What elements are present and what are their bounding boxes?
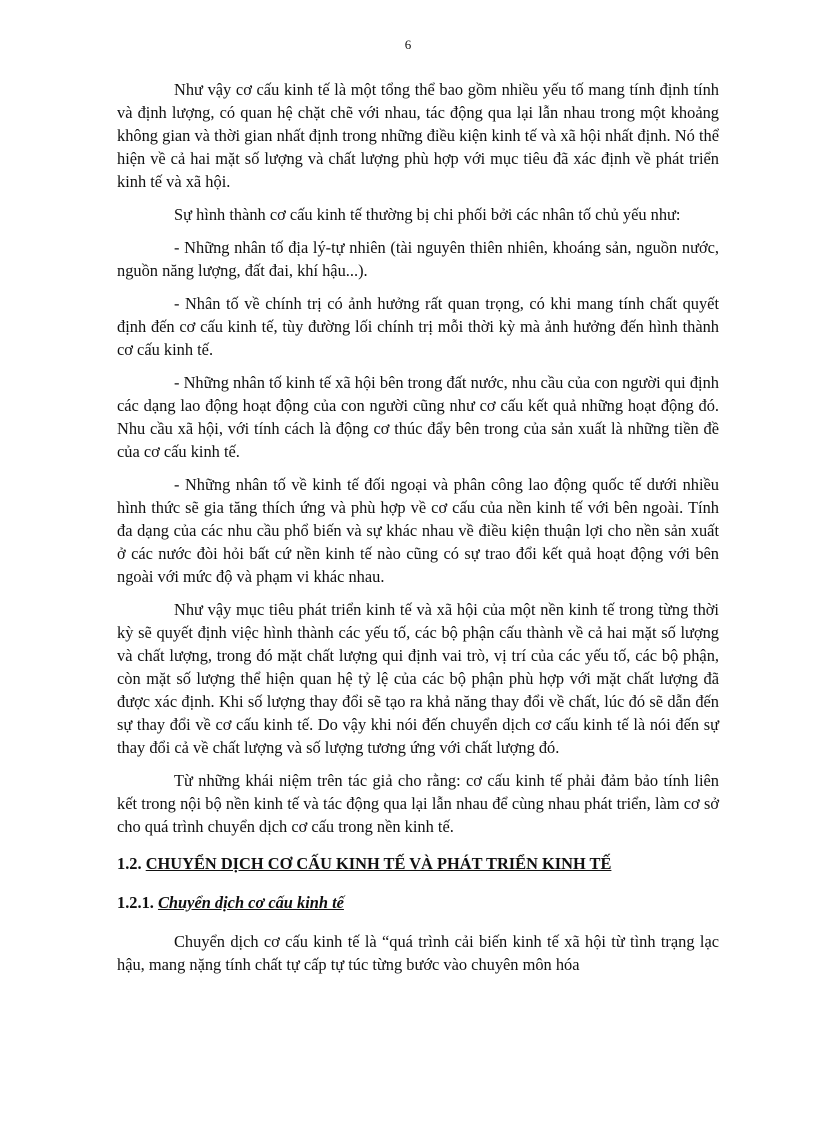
paragraph-formation-factors-intro: Sự hình thành cơ cấu kinh tế thường bị chi phối bởi các nhân tố chủ yếu như: xyxy=(174,205,681,224)
paragraph-political-factors: - Nhân tố về chính trị có ảnh hưởng rất quan trọng, có khi mang tính chất quyết định đến cơ cấu kinh tế, tùy đường lối chính trị mỗi thời kỳ mà ảnh hưởng đến hình thành cơ cấu kinh tế. xyxy=(117,294,719,359)
subsection-heading xyxy=(117,891,719,914)
page-body xyxy=(117,78,719,986)
paragraph-development-goals: Như vậy mục tiêu phát triển kinh tế và xã hội của một nền kinh tế trong từng thời kỳ sẽ quyết định việc hình thành các yếu tố, các bộ phận cấu thành về cả hai mặt số lượng và chất lượng, trong đó mặt chất lượng qui định vai trò, vị trí của các yếu tố, các bộ phận, còn mặt số lượng thể hiện quan hệ tỷ lệ của các bộ phận phù hợp với mặt chất lượng đã được xác định. Khi số lượng thay đổi sẽ tạo ra khả năng thay đổi về chất, lúc đó sẽ dẫn đến sự thay đổi về cơ cấu kinh tế. Do vậy khi nói đến chuyển dịch cơ cấu kinh tế là nói đến sự thay đổi cả về chất lượng và số lượng tương ứng với chất lượng đó. xyxy=(117,600,719,757)
paragraph-geographic-natural-factors: - Những nhân tố địa lý-tự nhiên (tài nguyên thiên nhiên, khoáng sản, nguồn nước, nguồn năng lượng, đất đai, khí hậu...). xyxy=(117,238,719,280)
paragraph-economic-structure-definition: Như vậy cơ cấu kinh tế là một tổng thể bao gồm nhiều yếu tố mang tính định tính và định lượng, có quan hệ chặt chẽ với nhau, tác động qua lại lẫn nhau trong một khoảng không gian và thời gian nhất định trong những điều kiện kinh tế và xã hội nhất định. Nó thể hiện về cả hai mặt số lượng và chất lượng phù hợp với mục tiêu đã xác định về phát triển kinh tế và xã hội. xyxy=(117,80,719,191)
paragraph-structural-shift-definition: Chuyển dịch cơ cấu kinh tế là “quá trình cải biến kinh tế xã hội từ tình trạng lạc hậu, mang nặng tính chất tự cấp tự túc từng bước vào chuyên môn hóa xyxy=(117,932,719,974)
subsection-heading-number: 1.2.1. xyxy=(117,893,154,912)
paragraph-author-conclusion: Từ những khái niệm trên tác giả cho rằng: cơ cấu kinh tế phải đảm bảo tính liên kết trong nội bộ nền kinh tế và tác động qua lại lẫn nhau để cùng nhau phát triển, làm cơ sở cho quá trình chuyển dịch cơ cấu trong nền kinh tế. xyxy=(117,771,719,836)
section-heading xyxy=(117,852,719,875)
paragraph-domestic-socioeconomic-factors: - Những nhân tố kinh tế xã hội bên trong đất nước, nhu cầu của con người qui định các dạng lao động hoạt động của con người cũng như cơ cấu kết quả những hoạt động đó. Nhu cầu xã hội, với tính cách là động cơ thúc đẩy bên trong của sản xuất là những tiền đề của cơ cấu kinh tế. xyxy=(117,373,719,461)
page-number: 6 xyxy=(404,37,412,52)
subsection-heading-title: Chuyển dịch cơ cấu kinh tế xyxy=(158,893,344,912)
paragraph-external-economic-factors: - Những nhân tố về kinh tế đối ngoại và phân công lao động quốc tế dưới nhiều hình thức sẽ gia tăng thích ứng và phù hợp về cơ cấu của nền kinh tế với bên ngoài. Tính đa dạng của các nhu cầu phổ biến và sự khác nhau về điều kiện thuận lợi cho nền sản xuất ở các nước đòi hỏi bất cứ nền kinh tế nào cũng có sự trao đổi kết quả hoạt động với bên ngoài với mức độ và phạm vi khác nhau. xyxy=(117,475,719,586)
section-heading-title: CHUYỂN DỊCH CƠ CẤU KINH TẾ VÀ PHÁT TRIỂN KINH TẾ xyxy=(145,854,612,873)
section-heading-number: 1.2. xyxy=(117,854,142,873)
